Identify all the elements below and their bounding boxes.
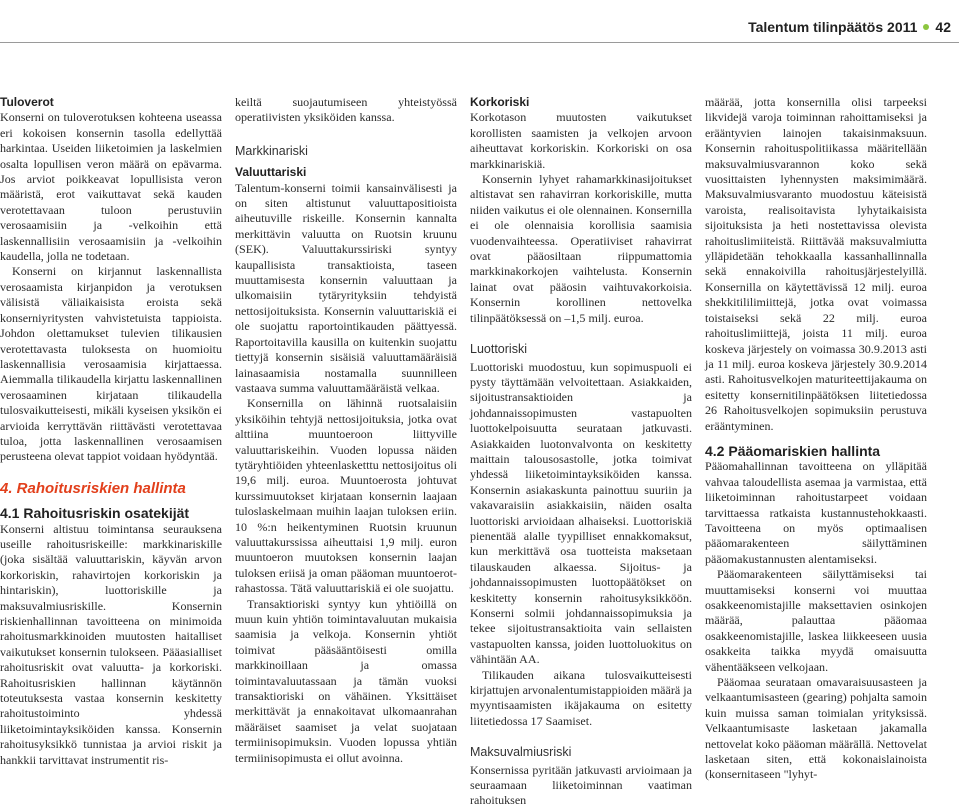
column-1 — [0, 95, 222, 768]
paragraph: Pääomaa seurataan omavaraisuusasteen ja velkaantumisasteen (gearing) pohjalta samoin kuin muissa saman toimialan yrityksissä. Velkaantumisaste lasketaan jakamalla nettovelat koko pääoman määrällä. Nettovelat lasketaan siten, että kokonaislainoista (konsernitaseen "lyhyt- — [705, 675, 927, 782]
column-2 — [235, 95, 457, 766]
heading-4-2: 4.2 Pääomariskien hallinta — [705, 442, 881, 459]
heading-korkoriski: Korkoriski — [470, 95, 530, 109]
heading-luottoriski: Luottoriski — [470, 342, 527, 357]
paragraph: Talentum-konserni toimii kansainvälisesti ja on siten altistunut valuuttapositioista aiheutuville riskeille. Konsernin kannalta merkittävin valuutta on Ruotsin kruunu (SEK). Valuuttakurssiriski syntyy kaupallisista transaktioista, taseen muuttamisesta konsernin valuuttaan ja ulkomaisiin tytäryrityksiin tehdyistä nettosijoituksista. Konsernin valuuttariskiä ei ole suojattu raportointikauden päättyessä. Raportoitavilla kausilla on kuitenkin suojattu tiettyjä konsernin sisäisiä valuuttamääräisiä lainasaamisia nostamalla suunnilleen vastaava summa valuuttamääräistä velkaa. — [235, 180, 457, 395]
page-header — [748, 16, 951, 38]
column-4 — [705, 95, 927, 783]
page-number: 42 — [935, 19, 951, 35]
paragraph: Konserni on tuloverotuksen kohteena useassa eri kokoisen konsernin tasolla edellyttää harkintaa. Useiden liiketoimien ja laskelmien osalta lopullisen veron määrä on epävarma. Jos arviot poikkeavat lopullisista veron määristä, erot vaikuttavat sekä kauden verotettavaan tuloon perustuviin verosaamisiin ja -velkoihin että laskennallisiin verosaamisiin ja -velkoihin kaudella, jolla ne todetaan. — [0, 110, 222, 264]
section-heading-4: 4. Rahoitusriskien hallinta — [0, 479, 186, 497]
heading-valuuttariski: Valuuttariski — [235, 165, 307, 180]
heading-maksuvalmiusriski: Maksuvalmiusriski — [470, 745, 572, 760]
paragraph: Konserni altistuu toimintansa seurauksena useille rahoitusriskeille: markkinariskille (joka sisältää valuuttariskin, käyvän arvon korkoriskin, rahavirtojen korkoriskin ja hintariskin), luottoriskille ja maksuvalmiusriskille. Konsernin riskienhallinnan tavoitteena on minimoida rahoitusmarkkinoiden muutosten haitalliset vaikutukset konsernin tulokseen. Pääasialliset rahoitusriskit ovat valuutta- ja korkoriski. Rahoitusriskien hallinnan käytännön toteutuksesta vastaa konsernin keskitetty rahoitustoiminto yhdessä liiketoimintayksiköiden kanssa. Konsernin rahoitusyksikkö tunnistaa ja arvioi riskit ja hankkii tarvittavat instrumentit ris- — [0, 521, 222, 767]
paragraph: Konsernin lyhyet rahamarkkinasijoitukset altistavat sen rahavirran korkoriskille, mutta niiden vaikutus ei ole olennainen. Konsernilla ei ole olennaisia korollisia saamisia vuodenvaihteessa. Operatiiviset rahavirrat ovat pääosiltaan riippumattomia markkinakorkojen vaihtelusta. Konsernin lainat ovat pääosin vaihtuvakorkoisia. Konsernin korollinen nettovelka tilinpäätöksessä on –1,5 milj. euroa. — [470, 172, 692, 325]
green-dot-icon — [923, 24, 929, 30]
paragraph: määrää, jotta konsernilla olisi tarpeeksi likvidejä varoja toiminnan rahoittamiseksi ja erääntyvien lainojen takaisinmaksuun. Konsernin rahoituspolitiikassa määritellään maksuvalmiusvarannon koko sekä vuosittaisten lyhennysten maksimimäärä. Maksuvalmiusvaranto muodostuu käteisistä varoista, realisoitavista lyhytaikaisista sijoituksista ja heti nostettavissa olevista rahoituslimiiteistä. Riittävää maksuvalmiutta ylläpidetään tehokkaalla kassanhallinnalla sekä ennakoivilla rahoitusjärjestelyillä. Konsernilla on käytettävissä 12 milj. euroa shekkitililimiittejä, jotka ovat voimassa toistaiseksi sekä 22 milj. euroa rahoituslimiittejä, joista 11 milj. euroa koskeva järjestely on voimassa 30.9.2013 asti ja 11 milj. euroa koskeva järjestely 30.9.2014 asti. Rahoitusvelkojen maturiteettijakauma on esitetty konsernitilinpäätöksen liitetiedossa 26 Rahoitusvelkojen sopimuksiin perustuva erääntyminen. — [705, 95, 927, 433]
paragraph: Pääomarakenteen säilyttämiseksi tai muuttamiseksi konserni voi muuttaa osakkeenomistajille maksettavien osinkojen määrää, palauttaa pääomaa osakkeenomistajille, laskea liikkeeseen uusia osakkeita taikka myydä omaisuutta vähentääkseen velkojaan. — [705, 567, 927, 674]
heading-tuloverot: Tuloverot — [0, 95, 54, 109]
paragraph: Konsernilla on lähinnä ruotsalaisiin yksiköihin tehtyjä nettosijoituksia, jotka ovat alttiina muuntoeroon liittyville valuuttariskeihin. Vuoden lopussa näiden tytäryhtiöiden yhteenlasketttu nettosijoitus oli 19,6 milj. euroa. Muuntoerosta johtuvat kurssimuutokset kirjataan konsernin laajaan tuloslaskelmaan muihin laajan tuloksen eriin. 10 %:n heikentyminen Ruotsin kruunun valuuttakurssissa aiheuttaisi 1,9 milj. euron muuntoeron muutoksen konsernin laajan tuloksen eriisä ja oman pääoman muuntoerot-rahastossa. Tätä valuuttariskiä ei ole suojattu. — [235, 396, 457, 596]
column-3 — [470, 95, 692, 809]
paragraph: keiltä suojautumiseen yhteistyössä operatiivisten yksiköiden kanssa. — [235, 95, 457, 125]
paragraph: Konserni on kirjannut laskennallista verosaamista kirjanpidon ja verotuksen välisistä väliaikaisista eroista sekä konserniyritysten vahvistetuista tappioista. Johdon olettamukset tulevien tilikausien verotettavasta tuloksesta on huomioitu laskennallisia verosaamisia kirjattaessa. Aiemmalla tilikaudella kirjattu laskennallinen verosaaminen kirjataan tilikaudella tulosvaikutteisesti, mikäli kyseisen yksikön ei arvioida kerryttävän riittävästi verotettavaa tuloa, jotta laskennallinen verosaamisen perusteena olevat tappiot voidaan hyödyntää. — [0, 264, 222, 464]
paragraph: Korkotason muutosten vaikutukset korollisten saamisten ja velkojen arvoon aiheuttavat korkoriskin. Korkoriski on osa markkinariskiä. — [470, 110, 692, 171]
header-title: Talentum tilinpäätös 2011 — [748, 19, 918, 35]
paragraph: Tilikauden aikana tulosvaikutteisesti kirjattujen arvonalentumistappioiden määrä ja myyntisaamisten ikäjakauma on esitetty liitetiedossa 17 Saamiset. — [470, 667, 692, 728]
heading-4-1: 4.1 Rahoitusriskin osatekijät — [0, 505, 190, 522]
heading-markkinariski: Markkinariski — [235, 143, 308, 158]
paragraph: Pääomahallinnan tavoitteena on ylläpitää vahvaa taloudellista asemaa ja varmistaa, että liiketoiminnan rahoitustarpeet voidaan tarvittaessa ratkaista kustannustehokkaasti. Tavoitteena on myös optimaalisen pääomarakenteen säilyttäminen pääomakustannusten alentamiseksi. — [705, 459, 927, 566]
paragraph: Transaktioriski syntyy kun yhtiöillä on muun kuin yhtiön toimintavaluutan mukaisia saamisia ja velkoja. Konsernin yhtiöt toimivat pääsääntöisesti omilla markkinoillaan ja omassa toimintavaluutassaan ja tämän vuoksi transaktioriski on vähäinen. Yksittäiset merkittävät ja ennakoitavat ulkomaanrahan määräiset saamiset ja velat suojataan termiinisopimuksin. Vuoden lopussa yhtiän termiinisopimusta ei ollut avoinna. — [235, 596, 457, 765]
header-rule — [0, 42, 959, 43]
paragraph: Konsernissa pyritään jatkuvasti arvioimaan ja seuraamaan liiketoiminnan vaatiman rahoituksen — [470, 762, 692, 808]
paragraph: Luottoriski muodostuu, kun sopimuspuoli ei pysty täyttämään velvoitettaan. Asiakkaiden, sijoitustransaktioiden ja johdannaissopimusten vastapuolten luottokelpoisuutta seurataan jatkuvasti. Asiakkaiden luotonvalvonta on keskitetty maittain talousosastolle, jotka toimivat yhdessä liiketoimintayksiköiden kanssa. Konsernin asiakaskunta painottuu suuriin ja vakavaraisiin asiakkaisiin, näiden osalta luottoriski arvioidaan alhaiseksi. Luottoriskiä pienentää alalle tyypilliset ennakkomaksut, kun merkittävä osa tuotteista maksetaan tilauskauden alkaessa. Sijoitus- ja johdannaissopimusten luottopäätökset on keskitetty konsernin rahoitusyksikköön. Konserni solmii johdannaissopimuksia ja tekee sijoitustransaktioita vain sellaisten vastapuolten kanssa, joiden luottoluokitus on vähintään AA. — [470, 359, 692, 667]
